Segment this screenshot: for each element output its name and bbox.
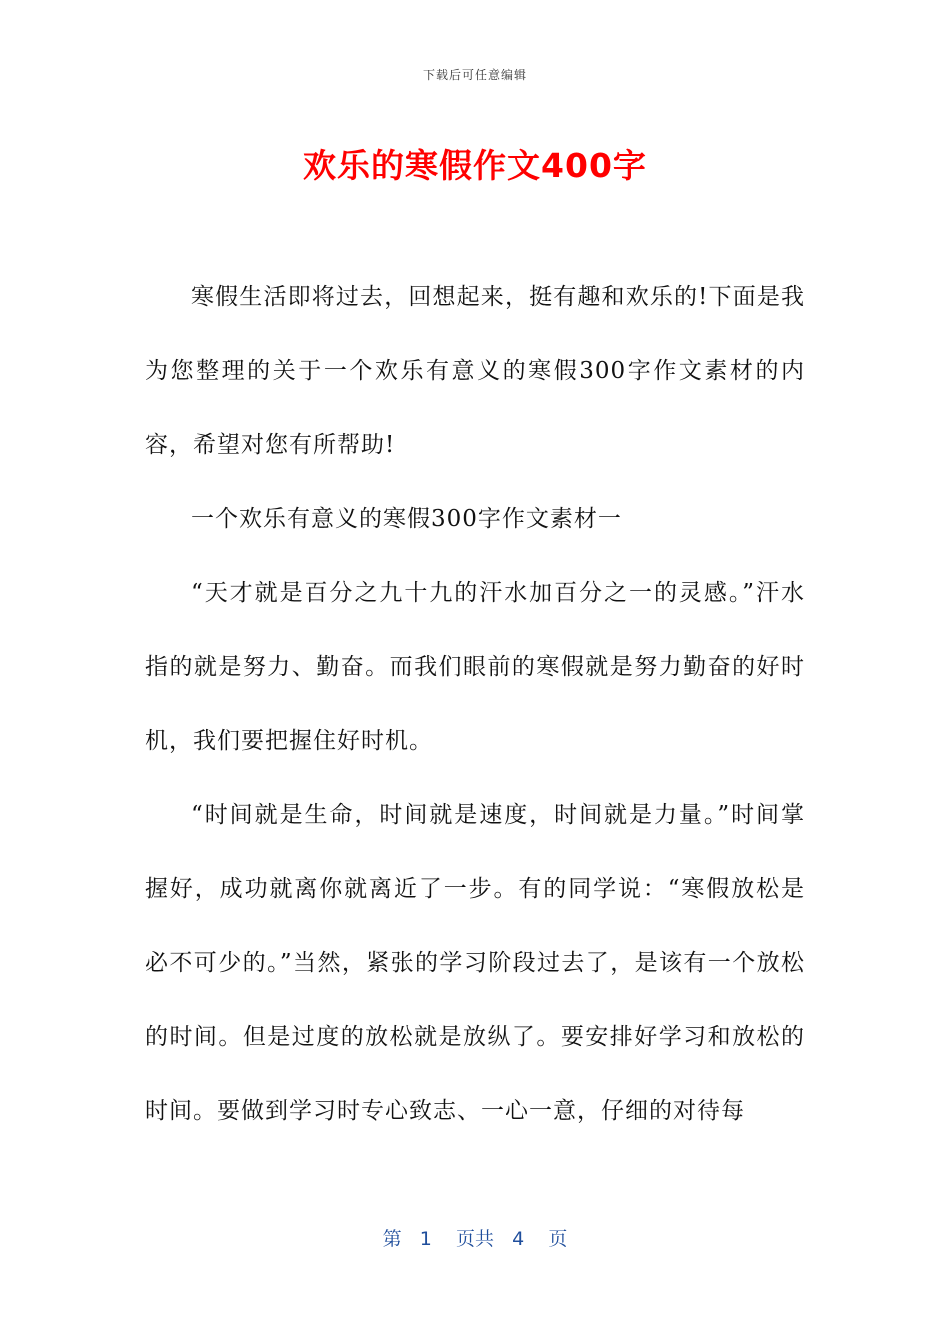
page-number-footer: [0, 1224, 950, 1251]
paragraph-quote-genius: “天才就是百分之九十九的汗水加百分之一的灵感。”汗水指的就是努力、勤奋。而我们眼前的寒假就是努力勤奋的好时机，我们要把握住好时机。: [145, 580, 805, 754]
paragraph-intro: 寒假生活即将过去，回想起来，挺有趣和欢乐的!下面是我为您整理的关于一个欢乐有意义的寒假300字作文素材的内容，希望对您有所帮助!: [145, 284, 805, 458]
page-total: 4: [512, 1228, 525, 1250]
document-body: [145, 260, 805, 1148]
header-note: 下载后可任意编辑: [422, 68, 527, 82]
paragraph-quote-time: “时间就是生命，时间就是速度，时间就是力量。”时间掌握好，成功就离你就离近了一步。有的同学说：“寒假放松是必不可少的。”当然，紧张的学习阶段过去了，是该有一个放松的时间。但是过度的放松就是放纵了。要安排好学习和放松的时间。要做到学习时专心致志、一心一意，仔细的对待每: [145, 802, 805, 1124]
paragraph-subheading: 一个欢乐有意义的寒假300字作文素材一: [191, 506, 622, 532]
page-prefix: 第: [382, 1228, 402, 1250]
document-title: 欢乐的寒假作文400字: [303, 146, 647, 185]
page-current: 1: [419, 1228, 432, 1250]
page-middle: 页共: [455, 1228, 494, 1250]
page-suffix: 页: [548, 1228, 568, 1250]
